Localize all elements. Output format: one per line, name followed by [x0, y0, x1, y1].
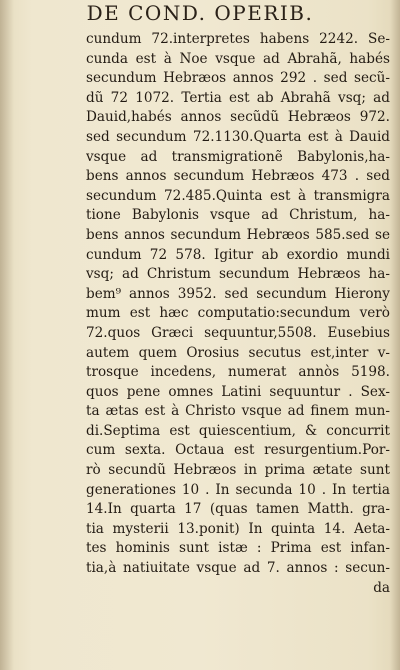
text-line: generationes 10 . In secunda 10 . In tertia	[86, 481, 390, 498]
text-line: cundum 72 578. Igitur ab exordio mundi	[86, 246, 390, 263]
text-line: quos pene omnes Latini sequuntur . Sex-	[86, 383, 390, 400]
running-head: DE COND. OPERIB.	[86, 1, 314, 25]
text-line: dũ 72 1072. Tertia est ab Abrahã vsq; ad	[86, 89, 390, 106]
text-line: tia mysterii 13.ponit) In quinta 14. Aeta-	[86, 520, 390, 537]
text-line: trosque incedens, numerat annòs 5198.	[86, 364, 390, 381]
body-text	[86, 30, 390, 598]
text-line: cundum 72.interpretes habens 2242. Se-	[86, 31, 390, 47]
text-line: autem quem Orosius secutus est,inter v-	[86, 344, 390, 361]
text-line: vsque ad transmigrationẽ Babylonis,ha-	[86, 148, 390, 165]
text-line: secundum Hebræos annos 292 . sed secũ-	[86, 70, 390, 87]
text-line: mum est hæc computatio:secundum verò	[86, 305, 390, 322]
text-line: bens annos secundum Hebræos 585.sed se	[86, 226, 390, 243]
gutter-shadow	[0, 0, 14, 670]
text-line: cunda est à Noe vsque ad Abrahã, habés	[86, 50, 390, 67]
text-line: 72.quos Græci sequuntur,5508. Eusebius	[86, 324, 390, 341]
text-line: tia,à natiuitate vsque ad 7. annos : secun-	[86, 560, 390, 577]
text-line: bens annos secundum Hebræos 473 . sed	[86, 168, 390, 185]
text-line: tes hominis sunt istæ : Prima est infan-	[86, 540, 390, 557]
text-line: Dauid,habés annos secũdũ Hebræos 972.	[86, 109, 390, 126]
text-line: di.Septima est quiescentium, & concurrit	[86, 422, 390, 439]
text-line: bem⁹ annos 3952. sed secundum Hierony	[86, 285, 390, 302]
text-line: secundum 72.485.Quinta est à transmigra	[86, 187, 390, 204]
catchword: da	[373, 579, 390, 596]
text-line: sed secundum 72.1130.Quarta est à Dauid	[86, 128, 390, 145]
page-edge-shadow	[390, 0, 400, 670]
text-line: 14.In quarta 17 (quas tamen Matth. gra-	[86, 501, 390, 518]
text-line: cum sexta. Octaua est resurgentium.Por-	[86, 442, 390, 459]
text-line: rò secundũ Hebræos in prima ætate sunt	[86, 462, 390, 479]
text-line: tione Babylonis vsque ad Christum, ha-	[86, 207, 390, 224]
text-line: ta ætas est à Christo vsque ad finem mun-	[86, 403, 390, 420]
text-line: vsq; ad Christum secundum Hebræos ha-	[86, 266, 390, 283]
